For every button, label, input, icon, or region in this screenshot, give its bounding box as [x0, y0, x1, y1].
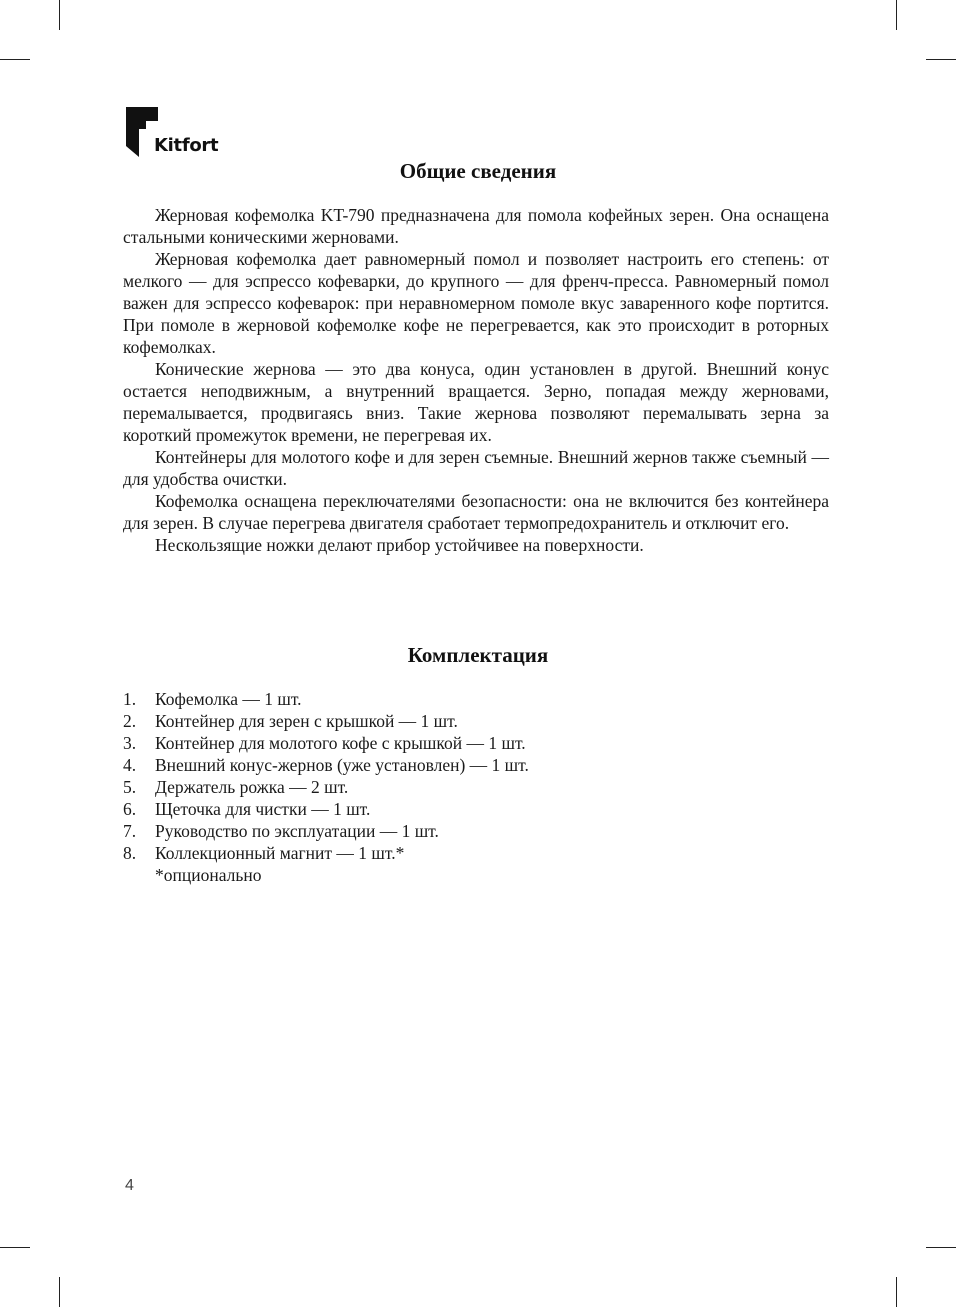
paragraph: Жерновая кофемолка дает равномерный помол и позволяет настроить его степень: от мелкого — для эспрессо кофеварки, до крупного — для френч-пресса. Равномерный помол важен для эспрессо кофеварок: при неравномерном помоле вкус заваренного кофе портится. При помоле в жерновой кофемолке кофе не перегревается, как это происходит в роторных кофемолках.	[123, 249, 829, 357]
crop-mark-bottom-left-horizontal	[0, 1247, 30, 1248]
crop-mark-bottom-left-vertical	[59, 1277, 60, 1307]
brand-name: Kitfort	[154, 135, 219, 156]
list-item-text: Руководство по эксплуатации — 1 шт.	[155, 821, 439, 841]
crop-mark-top-right-horizontal	[926, 59, 956, 60]
list-item-number: 1.	[123, 689, 137, 709]
page-number: 4	[125, 1177, 134, 1194]
list-item-text: Внешний конус-жернов (уже установлен) — 1 шт.	[155, 755, 529, 775]
optional-note: *опционально	[155, 865, 262, 885]
paragraph: Жерновая кофемолка KT-790 предназначена для помола кофейных зерен. Она оснащена стальными коническими жерновами.	[123, 205, 829, 247]
brand-logo	[126, 107, 246, 157]
list-item-text: Коллекционный магнит — 1 шт.*	[155, 843, 405, 863]
list-item-number: 8.	[123, 843, 137, 863]
list-item	[123, 732, 829, 754]
paragraph: Кофемолка оснащена переключателями безопасности: она не включится без контейнера для зерен. В случае перегрева двигателя сработает термопредохранитель и отключит его.	[123, 491, 829, 533]
list-item-number: 4.	[123, 755, 137, 775]
crop-mark-top-left-horizontal	[0, 59, 30, 60]
list-item	[123, 754, 829, 776]
list-item-text: Кофемолка — 1 шт.	[155, 689, 302, 709]
paragraph: Нескользящие ножки делают прибор устойчивее на поверхности.	[155, 535, 644, 555]
list-item-number: 2.	[123, 711, 137, 731]
list-item	[123, 842, 829, 864]
list-item-number: 5.	[123, 777, 137, 797]
crop-mark-top-left-vertical	[59, 0, 60, 30]
crop-mark-bottom-right-horizontal	[926, 1247, 956, 1248]
list-item	[123, 798, 829, 820]
crop-mark-bottom-right-vertical	[896, 1277, 897, 1307]
list-item	[123, 820, 829, 842]
list-item-text: Контейнер для молотого кофе с крышкой — 1 шт.	[155, 733, 526, 753]
crop-mark-top-right-vertical	[896, 0, 897, 30]
list-item	[123, 776, 829, 798]
list-item	[123, 688, 829, 710]
list-item-text: Контейнер для зерен с крышкой — 1 шт.	[155, 711, 458, 731]
paragraph: Контейнеры для молотого кофе и для зерен съемные. Внешний жернов также съемный — для удобства очистки.	[123, 447, 829, 489]
list-item-number: 7.	[123, 821, 137, 841]
package-title: Комплектация	[407, 643, 549, 667]
package-list	[123, 688, 829, 864]
list-item-number: 6.	[123, 799, 137, 819]
list-item-text: Держатель рожка — 2 шт.	[155, 777, 349, 797]
general-title: Общие сведения	[399, 159, 557, 183]
list-item-text: Щеточка для чистки — 1 шт.	[155, 799, 371, 819]
general-body	[123, 204, 829, 556]
list-item-number: 3.	[123, 733, 137, 753]
paragraph: Конические жернова — это два конуса, один установлен в другой. Внешний конус остается неподвижным, а внутренний вращается. Зерно, попадая между жерновами, перемалывается, продвигаясь вниз. Такие жернова позволяют перемалывать зерна за короткий промежуток времени, не перегревая их.	[123, 359, 829, 445]
list-item	[123, 710, 829, 732]
